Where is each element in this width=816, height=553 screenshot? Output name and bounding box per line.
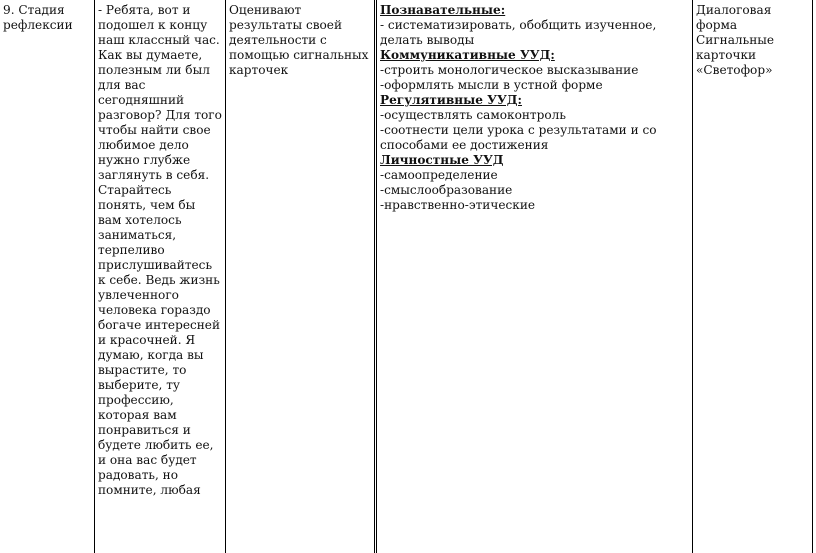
teacher-activity-text: - Ребята, вот и подошел к концу наш классный час. Как вы думаете, полезным ли был для вас сегодняшний разговор? Для того чтобы найти свое любимое дело нужно глубже заглянуть в себя. Старайтесь понять, чем бы вам хотелось заниматься, терпеливо прислушивайтесь к себе. Ведь жизнь увлеченного человека гораздо богаче интересней и красочней. Я думаю, когда вы вырастите, то выберите, ту профессию, которая вам понравиться и будете любить ее, и она вас будет радовать, но помните, любая: [98, 3, 222, 497]
uud-cognitive-item: - систематизировать, обобщить изученное, делать выводы: [380, 18, 657, 47]
uud-communicative-heading: Коммуникативные УУД:: [380, 48, 555, 62]
teacher-activity-cell: [95, 0, 226, 553]
uud-cell: [376, 0, 693, 553]
student-activity-cell: [226, 0, 376, 553]
uud-regulatory-item: -осуществлять самоконтроль: [380, 108, 566, 122]
forms-cell: [693, 0, 813, 553]
student-activity-text: Оценивают результаты своей деятельности с помощью сигнальных карточек: [229, 3, 369, 77]
uud-regulatory-heading: Регулятивные УУД:: [380, 93, 522, 107]
forms-line: Диалоговая форма: [696, 3, 772, 32]
uud-personal-item: -нравственно-этические: [380, 198, 536, 212]
uud-personal-heading: Личностные УУД: [380, 153, 504, 167]
uud-regulatory-item: -соотнести цели урока с результатами и со способами ее достижения: [380, 123, 657, 152]
uud-communicative-item: -строить монологическое высказывание: [380, 63, 639, 77]
uud-personal-item: -смыслообразование: [380, 183, 513, 197]
stage-cell: [0, 0, 95, 553]
forms-line: Сигнальные карточки «Светофор»: [696, 33, 775, 77]
stage-text: 9. Стадия рефлексии: [3, 3, 73, 32]
uud-communicative-item: -оформлять мысли в устной форме: [380, 78, 603, 92]
uud-personal-item: -самоопределение: [380, 168, 498, 182]
uud-cognitive-heading: Познавательные:: [380, 3, 506, 17]
